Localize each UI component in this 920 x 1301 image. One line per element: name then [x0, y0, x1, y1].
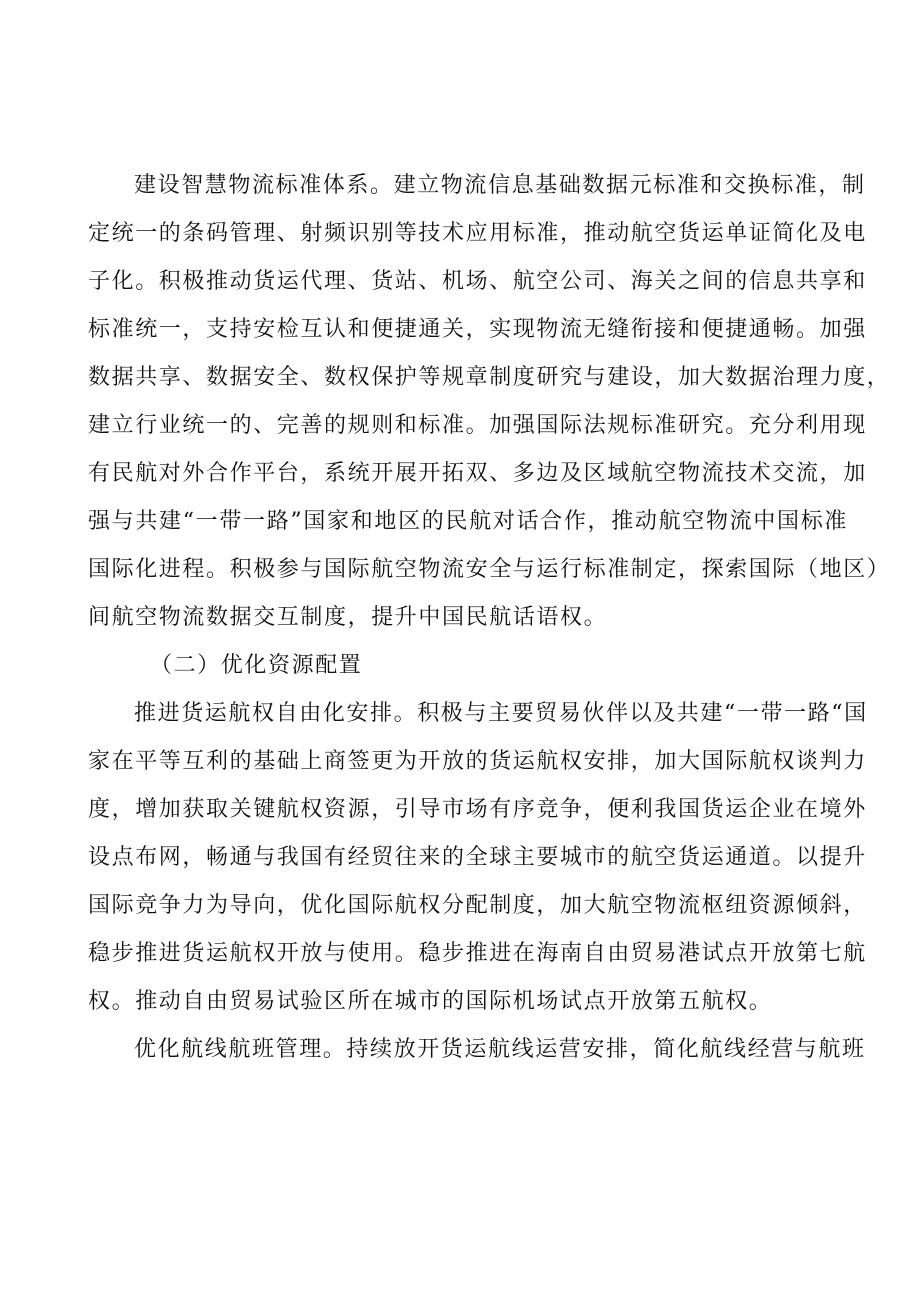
paragraph-2-line-6: 稳步推进货运航权开放与使用。稳步推进在海南自由贸易港试点开放第七航: [88, 941, 867, 966]
paragraph-2-line-1: 推进货运航权自由化安排。积极与主要贸易伙伴以及共建“一带一路“国: [134, 701, 868, 726]
paragraph-2-line-4: 设点布网，畅通与我国有经贸往来的全球主要城市的航空货运通道。以提升: [88, 845, 867, 870]
paragraph-1-line-8: 强与共建“一带一路”国家和地区的民航对话合作，推动航空物流中国标准: [88, 509, 848, 534]
paragraph-2-line-2: 家在平等互利的基础上商签更为开放的货运航权安排，加大国际航权谈判力: [88, 749, 867, 774]
paragraph-1-line-5: 数据共享、数据安全、数权保护等规章制度研究与建设，加大数据治理力度，: [88, 365, 891, 390]
paragraph-1-line-9: 国际化进程。积极参与国际航空物流安全与运行标准制定，探索国际（地区）: [88, 557, 891, 582]
paragraph-1-line-7: 有民航对外合作平台，系统开展开拓双、多边及区域航空物流技术交流，加: [88, 461, 867, 486]
paragraph-1-line-2: 定统一的条码管理、射频识别等技术应用标准，推动航空货运单证简化及电: [88, 221, 867, 246]
paragraph-3-line-1: 优化航线航班管理。持续放开货运航线运营安排，简化航线经营与航班: [134, 1037, 866, 1062]
paragraph-2-line-3: 度，增加获取关键航权资源，引导市场有序竞争，便利我国货运企业在境外: [88, 797, 867, 822]
paragraph-1-line-10: 间航空物流数据交互制度，提升中国民航话语权。: [88, 605, 608, 630]
paragraph-2-line-7: 权。推动自由贸易试验区所在城市的国际机场试点开放第五航权。: [88, 989, 773, 1014]
paragraph-1-line-3: 子化。积极推动货运代理、货站、机场、航空公司、海关之间的信息共享和: [88, 269, 867, 294]
section-heading: （二）优化资源配置: [150, 653, 363, 678]
paragraph-1-line-1: 建设智慧物流标准体系。建立物流信息基础数据元标准和交换标准，制: [134, 173, 866, 198]
paragraph-1-line-6: 建立行业统一的、完善的规则和标准。加强国际法规标准研究。充分利用现: [88, 413, 867, 438]
paragraph-2-line-5: 国际竞争力为导向，优化国际航权分配制度，加大航空物流枢纽资源倾斜，: [88, 893, 867, 918]
paragraph-1-line-4: 标准统一，支持安检互认和便捷通关，实现物流无缝衔接和便捷通畅。加强: [88, 317, 867, 342]
